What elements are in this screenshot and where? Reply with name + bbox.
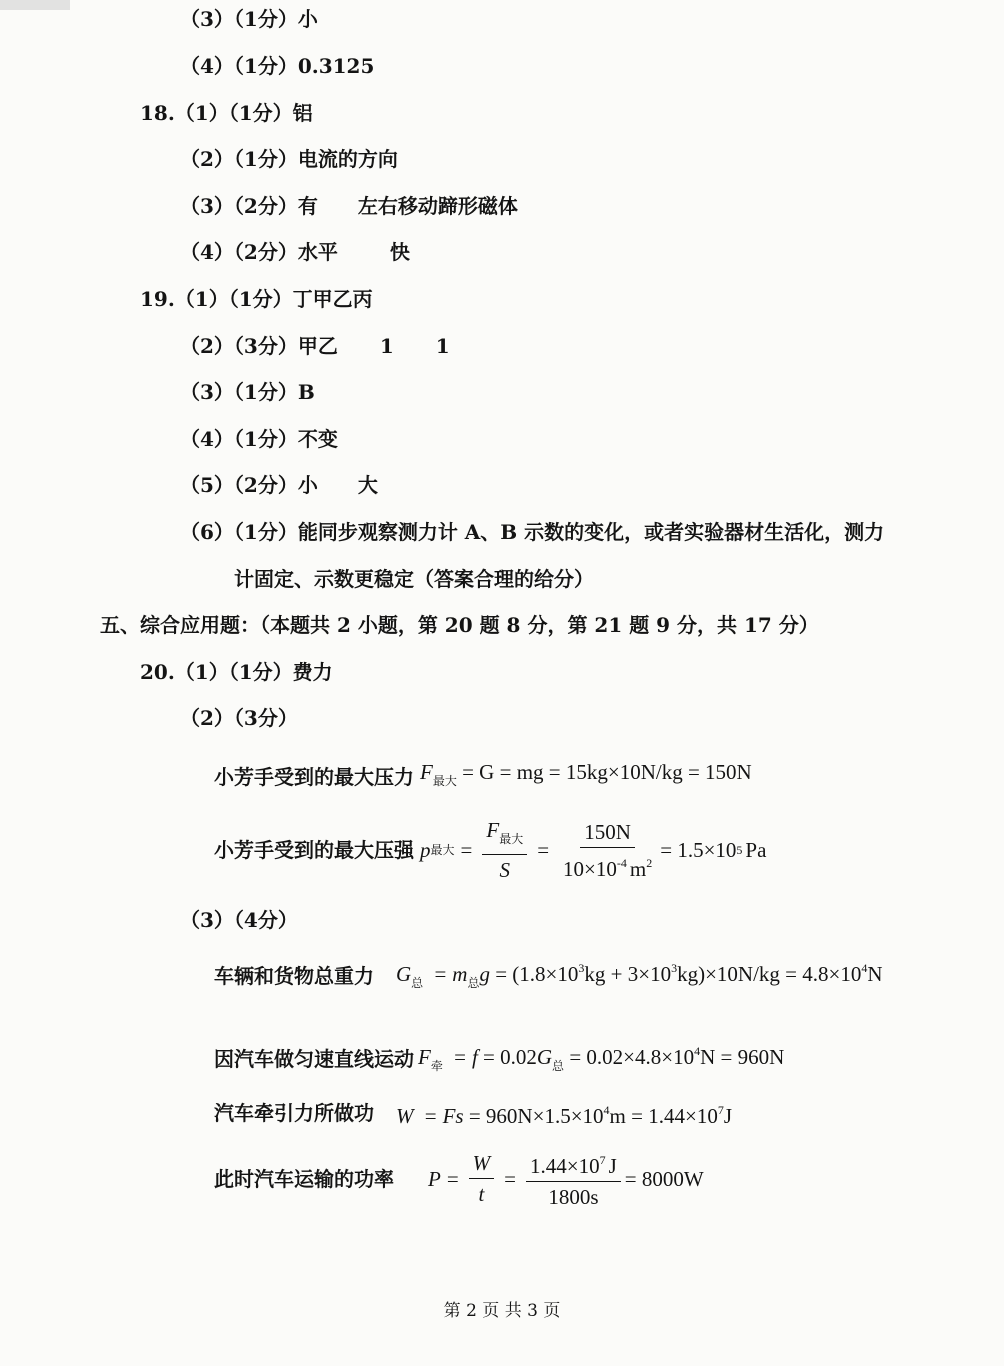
formula-total-weight: 车辆和货物总重力 $G_总 = m_总g = (1.8\times 10^3kg + 3\times 10^3kg)\times 10N/kg = 4.8\times 10^4N$ — [214, 961, 883, 990]
formula-work: 汽车牵引力所做功 $W = Fs = 960N\times 1.5\times 10^4m = 1.44\times 10^7J$ — [214, 1101, 733, 1128]
answer-19-5 — [180, 472, 378, 498]
subscript: 最大 — [432, 774, 457, 788]
symbol: m — [452, 962, 468, 986]
answer-19-2-part1: （2）（3分）甲乙 — [180, 334, 338, 358]
formula-expression: = 960N×1.5×10 — [463, 1104, 604, 1128]
answer-18-1: 18.（1）（1分）铝 — [140, 101, 313, 125]
answer-19-4: （4）（1分）不变 — [180, 427, 338, 451]
formula-traction-force: 因汽车做匀速直线运动 $F_牵 = f = 0.02G_总 = 0.02\times 4.8\times 10^4N = 960N$ — [214, 1044, 785, 1073]
symbol: F — [420, 760, 433, 784]
exponent: 4 — [603, 1103, 610, 1117]
answer-18-4-part1: （4）（2分）水平 — [180, 240, 338, 264]
answer-18-2: （2）（1分）电流的方向 — [180, 147, 398, 171]
answer-19-1: 19.（1）（1分）丁甲乙丙 — [140, 287, 373, 311]
formula-expression: N = 960N — [700, 1045, 785, 1069]
unit: N — [867, 962, 883, 986]
answer-17-3: （3）（1分）小 — [180, 7, 318, 31]
answer-18-3-part1: （3）（2分）有 — [180, 194, 318, 218]
subscript: 总 — [552, 1059, 565, 1073]
symbol: f — [471, 1045, 478, 1069]
formula-expression: = (1.8×10 — [489, 962, 579, 986]
formula-label: 小芳手受到的最大压力 — [214, 764, 414, 789]
numerator: 1.44×10 — [530, 1154, 600, 1178]
numerator: W — [469, 1151, 495, 1179]
formula-label: 因汽车做匀速直线运动 — [214, 1046, 414, 1071]
formula-max-pressure-force — [214, 759, 752, 794]
subscript: 总 — [411, 976, 424, 990]
denominator: 10×10 — [563, 856, 617, 881]
fraction-values — [559, 820, 656, 881]
section-5-heading: 五、综合应用题：（本题共 2 小题，第 20 题 8 分，第 21 题 9 分，共 17 分） — [100, 613, 819, 637]
formula-label: 小芳手受到的最大压强 — [214, 838, 414, 862]
result: = 8000W — [624, 1166, 704, 1191]
subscript: 总 — [467, 976, 480, 990]
answer-20-1: 20.（1）（1分）费力 — [140, 660, 333, 684]
formula-label: 汽车牵引力所做功 — [214, 1101, 374, 1125]
unit: m — [629, 856, 647, 881]
symbol: F — [418, 1045, 431, 1069]
formula-expression: kg + 3×10 — [584, 962, 672, 986]
exponent: 7 — [599, 1153, 606, 1167]
answer-19-5-part2: 大 — [357, 473, 378, 497]
unit: J — [723, 1104, 733, 1128]
fraction-f-over-s — [482, 818, 527, 882]
symbol: W — [396, 1104, 414, 1128]
symbol: g — [479, 962, 490, 986]
answer-18-4-part2: 快 — [389, 240, 410, 264]
symbol: P — [428, 1166, 441, 1191]
exponent: 3 — [578, 961, 585, 975]
formula-expression: = 0.02×4.8×10 — [564, 1045, 695, 1069]
symbol: G — [536, 1045, 553, 1069]
answer-19-6: （6）（1分）能同步观察测力计 A、B 示数的变化，或者实验器材生活化，测力 — [180, 520, 885, 544]
fraction-values — [526, 1148, 621, 1209]
exponent: 3 — [671, 961, 678, 975]
subscript: 牵 — [430, 1059, 443, 1073]
answer-17-4: （4）（1分）0.3125 — [180, 54, 375, 78]
subscript: 最大 — [499, 832, 524, 846]
unit: Pa — [745, 838, 767, 862]
answer-19-6-cont: 计固定、示数更稳定（答案合理的给分） — [234, 567, 594, 591]
answer-20-2: （2）（3分） — [180, 706, 298, 730]
scan-edge-mark — [0, 0, 70, 10]
denominator: 1800s — [548, 1185, 599, 1209]
result: = 1.5×10 — [660, 838, 737, 862]
unit: J — [608, 1154, 617, 1178]
symbol: p — [420, 838, 431, 862]
formula-max-pressure: 小芳手受到的最大压强 p 最大 = $\frac{F_{最大}}{S}$ = $\frac{150N}{10\times 10^{-4} m^2}$ = 1.5×10 5 Pa — [214, 818, 767, 882]
numerator: 150N — [580, 820, 635, 848]
denominator: t — [478, 1182, 485, 1206]
formula-expression: kg)×10N/kg = 4.8×10 — [677, 962, 862, 986]
subscript: 最大 — [430, 843, 455, 857]
symbol: S — [499, 858, 511, 882]
answer-20-3: （3）（4分） — [180, 908, 298, 932]
exponent: -4 — [616, 855, 627, 870]
exponent: 2 — [646, 855, 653, 870]
page-footer: 第 2 页 共 3 页 — [443, 1301, 561, 1321]
symbol: G — [396, 962, 412, 986]
exponent: 4 — [694, 1044, 701, 1058]
formula-label: 此时汽车运输的功率 — [214, 1166, 394, 1191]
fraction-w-over-t — [469, 1151, 495, 1206]
formula-expression: = 0.02 — [477, 1045, 537, 1069]
exponent: 4 — [861, 961, 868, 975]
answer-19-2 — [180, 333, 450, 359]
symbol: Fs — [442, 1104, 464, 1128]
answer-19-5-part1: （5）（2分）小 — [180, 473, 318, 497]
formula-expression: = G = mg = 15kg×10N/kg = 150N — [456, 760, 752, 784]
exponent: 5 — [736, 843, 743, 857]
answer-18-3-part2: 左右移动蹄形磁体 — [357, 194, 518, 218]
formula-expression: m = 1.44×10 — [609, 1104, 718, 1128]
answer-18-4 — [180, 239, 410, 265]
exponent: 7 — [717, 1103, 724, 1117]
answer-19-2-part3: 1 — [435, 334, 450, 358]
answer-18-3 — [180, 193, 518, 219]
symbol: F — [486, 818, 500, 842]
answer-19-2-part2: 1 — [379, 334, 394, 358]
answer-19-3: （3）（1分）B — [180, 380, 315, 404]
formula-power: 此时汽车运输的功率 P = $\frac{W}{t}$ = $\frac{1.44\times 10^7 J}{1800s}$ = 8000W — [214, 1148, 704, 1209]
formula-label: 车辆和货物总重力 — [214, 963, 374, 988]
